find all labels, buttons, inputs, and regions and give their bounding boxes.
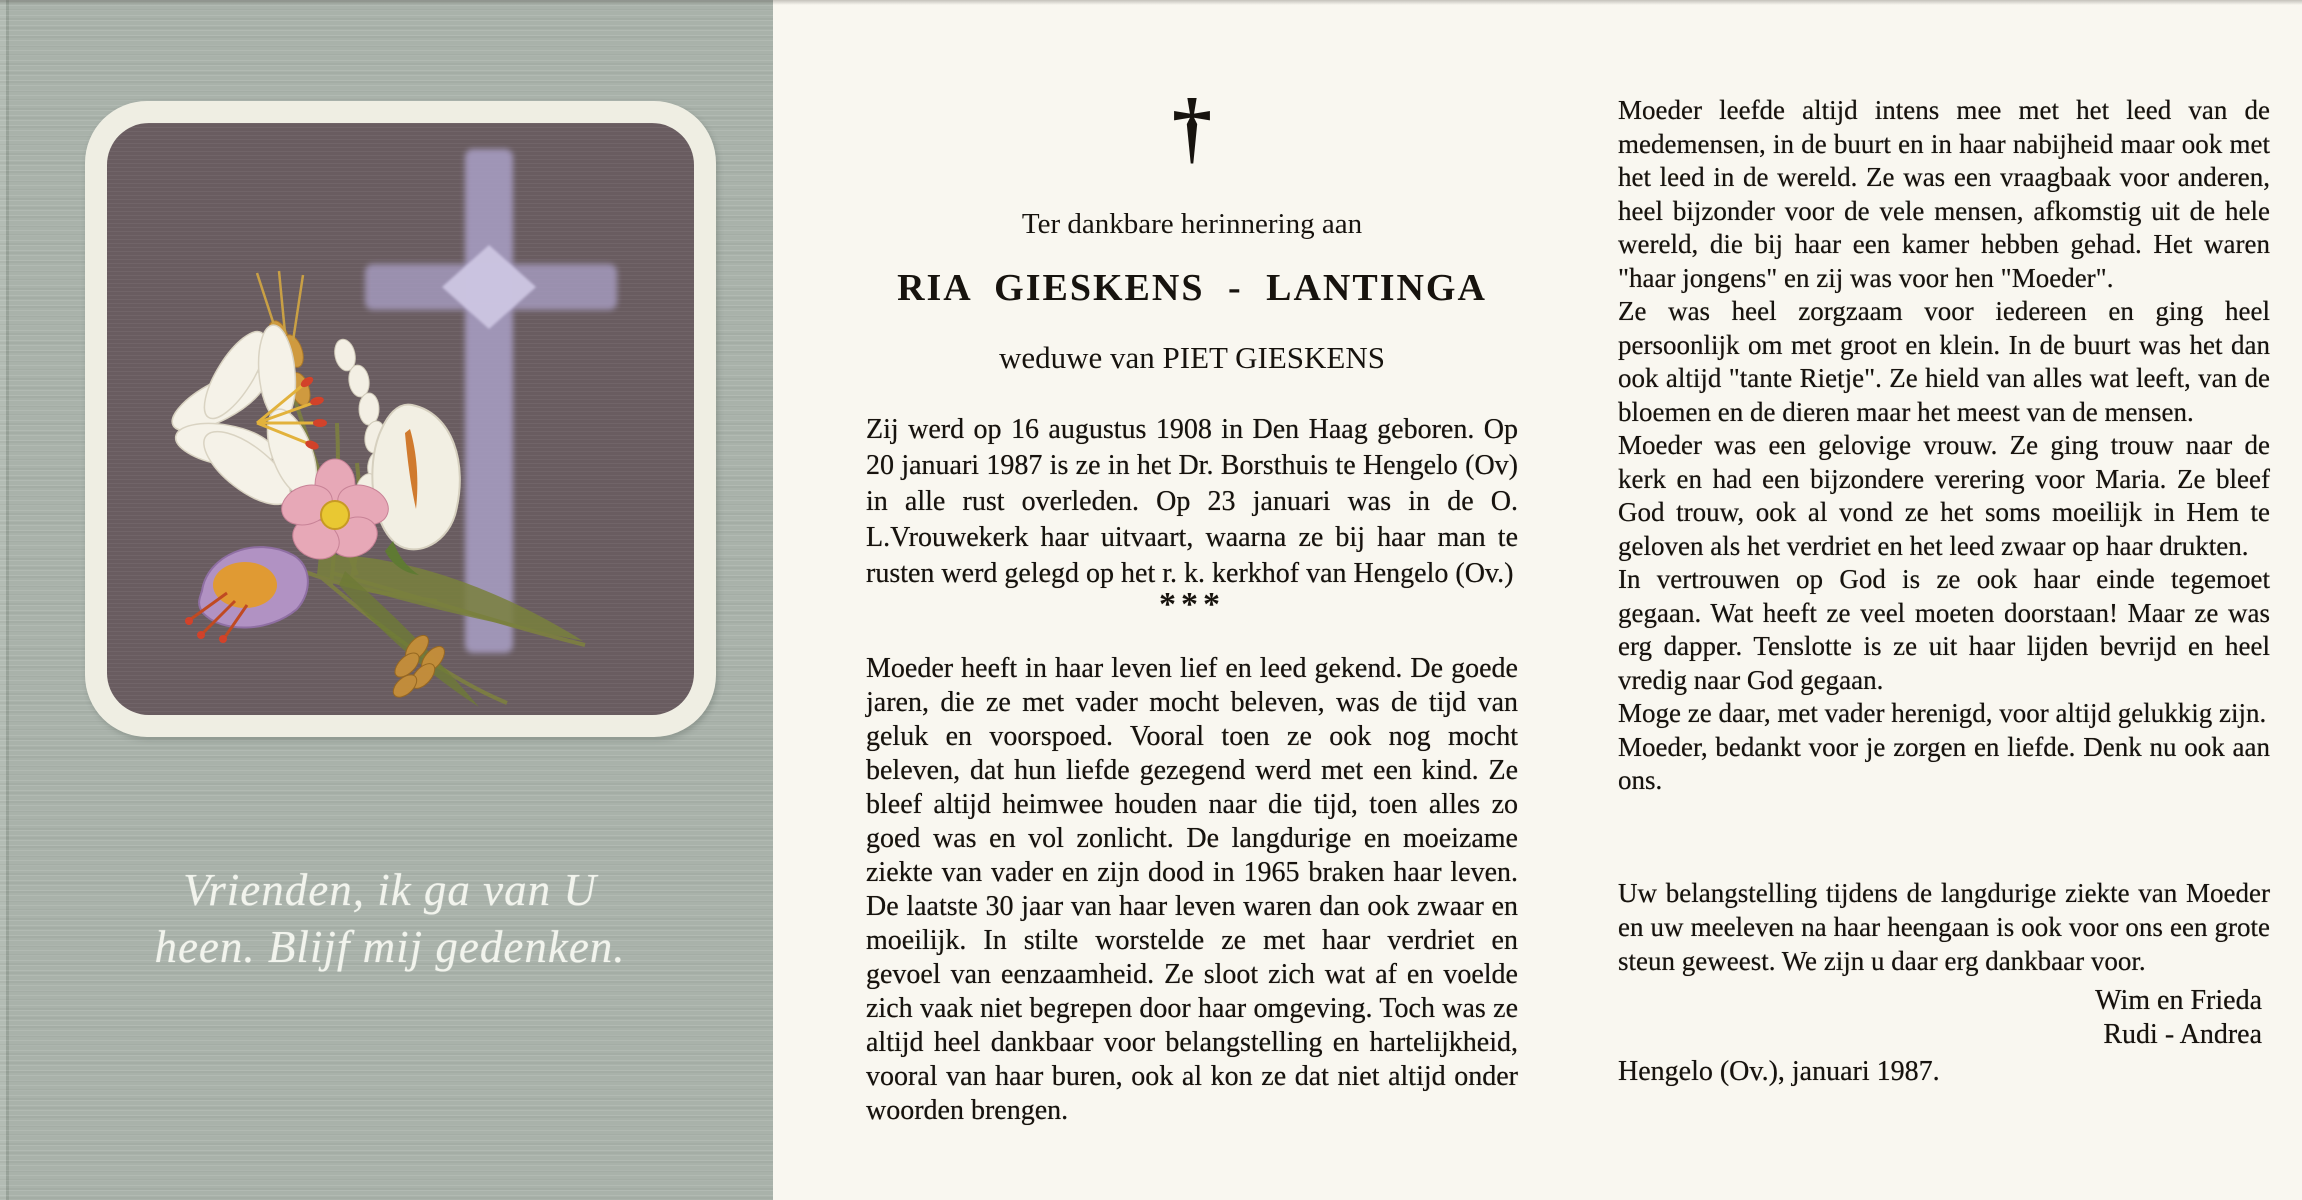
memorial-paragraph: Ze was heel zorgzaam voor iedereen en ging heel persoonlijk om met groot en klein. In de buurt was het dan ook altijd "tante Rietje". Ze hield van alles wat leeft, van de bloemen en de dieren maar het meest van de mensen. <box>1618 296 2270 427</box>
memorial-text-block <box>1618 94 2270 798</box>
dagger-cross-icon: † <box>1172 84 1212 172</box>
inner-left-page <box>866 0 1518 1200</box>
cover-panel <box>0 0 773 1200</box>
widow-line: weduwe van PIET GIESKENS <box>998 340 1386 375</box>
flower-bouquet <box>164 271 585 707</box>
signature-line1: Wim en Frieda <box>2095 985 2262 1016</box>
memorial-paragraph: Moeder, bedankt voor je zorgen en liefde. Denk nu ook aan ons. <box>1618 731 2270 795</box>
asterisk-separator: *** <box>1159 586 1225 623</box>
signature-line2: Rudi - Andrea <box>2103 1019 2262 1050</box>
trumpet-flower <box>185 547 308 643</box>
memorial-paragraph: In vertrouwen op God is ze ook haar einde tegemoet gegaan. Wat heeft ze veel moeten doorstaan! Maar ze was erg dapper. Tenslotte is ze uit haar lijden bevrijd en heel vredig naar God gegaan. <box>1618 564 2270 695</box>
place-date-line: Hengelo (Ov.), januari 1987. <box>1618 1056 1940 1087</box>
memorial-paragraph: Moge ze daar, met vader herenigd, voor altijd gelukkig zijn. <box>1618 698 2267 728</box>
intro-line: Ter dankbare herinnering aan <box>1021 208 1363 240</box>
deceased-name: RIA GIESKENS - LANTINGA <box>897 267 1487 309</box>
signature-block <box>1618 984 2262 1052</box>
inner-right-page <box>1618 0 2270 1200</box>
cover-quote <box>95 862 685 976</box>
biography-paragraph: Zij werd op 16 augustus 1908 in Den Haag geboren. Op 20 januari 1987 is ze in het Dr. Borsthuis te Hengelo (Ov) in alle rust overleden. Op 23 januari was in de O. L.Vrouwekerk haar uitvaart, waarna ze bij haar man te rusten werd gelegd op het r. k. kerkhof van Hengelo (Ov.) <box>866 414 1518 589</box>
cover-quote-line2: heen. Blijf mij gedenken. <box>154 922 626 972</box>
cross-and-flowers-illustration <box>107 123 694 715</box>
memorial-paragraph: Moeder leefde altijd intens mee met het leed van de medemensen, in de buurt en in haar nabijheid maar ook met het leed in de wereld. Ze was een vraagbaak voor anderen, heel bijzonder voor de vele mensen, afkomstig uit de hele wereld, die bij haar een kamer hebben gehad. Het waren "haar jongens" en zij was voor hen "Moeder". <box>1618 95 2270 293</box>
memorial-artwork-frame <box>85 101 716 737</box>
cover-quote-line1: Vrienden, ik ga van U <box>183 865 597 915</box>
thanks-paragraph: Uw belangstelling tijdens de langdurige ziekte van Moeder en uw meeleven na haar heengaan is ook voor ons een grote steun geweest. We zijn u daar erg dankbaar voor. <box>1618 878 2270 976</box>
life-paragraph: Moeder heeft in haar leven lief en leed gekend. De goede jaren, die ze met vader mocht beleven, was de tijd van geluk en voorspoed. Vooral toen ze ook nog mocht beleven, dat hun liefde gezegend werd met een kind. Ze bleef altijd heimwee houden naar die tijd, toen alles zo goed was en vol zonlicht. De langdurige en moeizame ziekte van vader en zijn dood in 1965 braken haar leven. De laatste 30 jaar van haar leven waren dan ook zwaar en moeilijk. In stilte worstelde ze met haar verdriet en gevoel van eenzaamheid. Ze sloot zich wat af en voelde zich vaak niet begrepen door haar omgeving. Toch was ze altijd heel dankbaar voor belangstelling en hartelijkheid, vooral van haar buren, ook al kon ze dat niet altijd onder woorden brengen. <box>866 653 1518 1126</box>
memorial-artwork <box>107 123 694 715</box>
calla-flower <box>372 405 459 575</box>
memorial-paragraph: Moeder was een gelovige vrouw. Ze ging trouw naar de kerk en had een bijzondere verering voor Maria. Ze bleef God trouw, ook al vond ze het soms moeilijk in Hem te geloven als het verdriet en het leed zwaar op haar drukten. <box>1618 430 2270 561</box>
